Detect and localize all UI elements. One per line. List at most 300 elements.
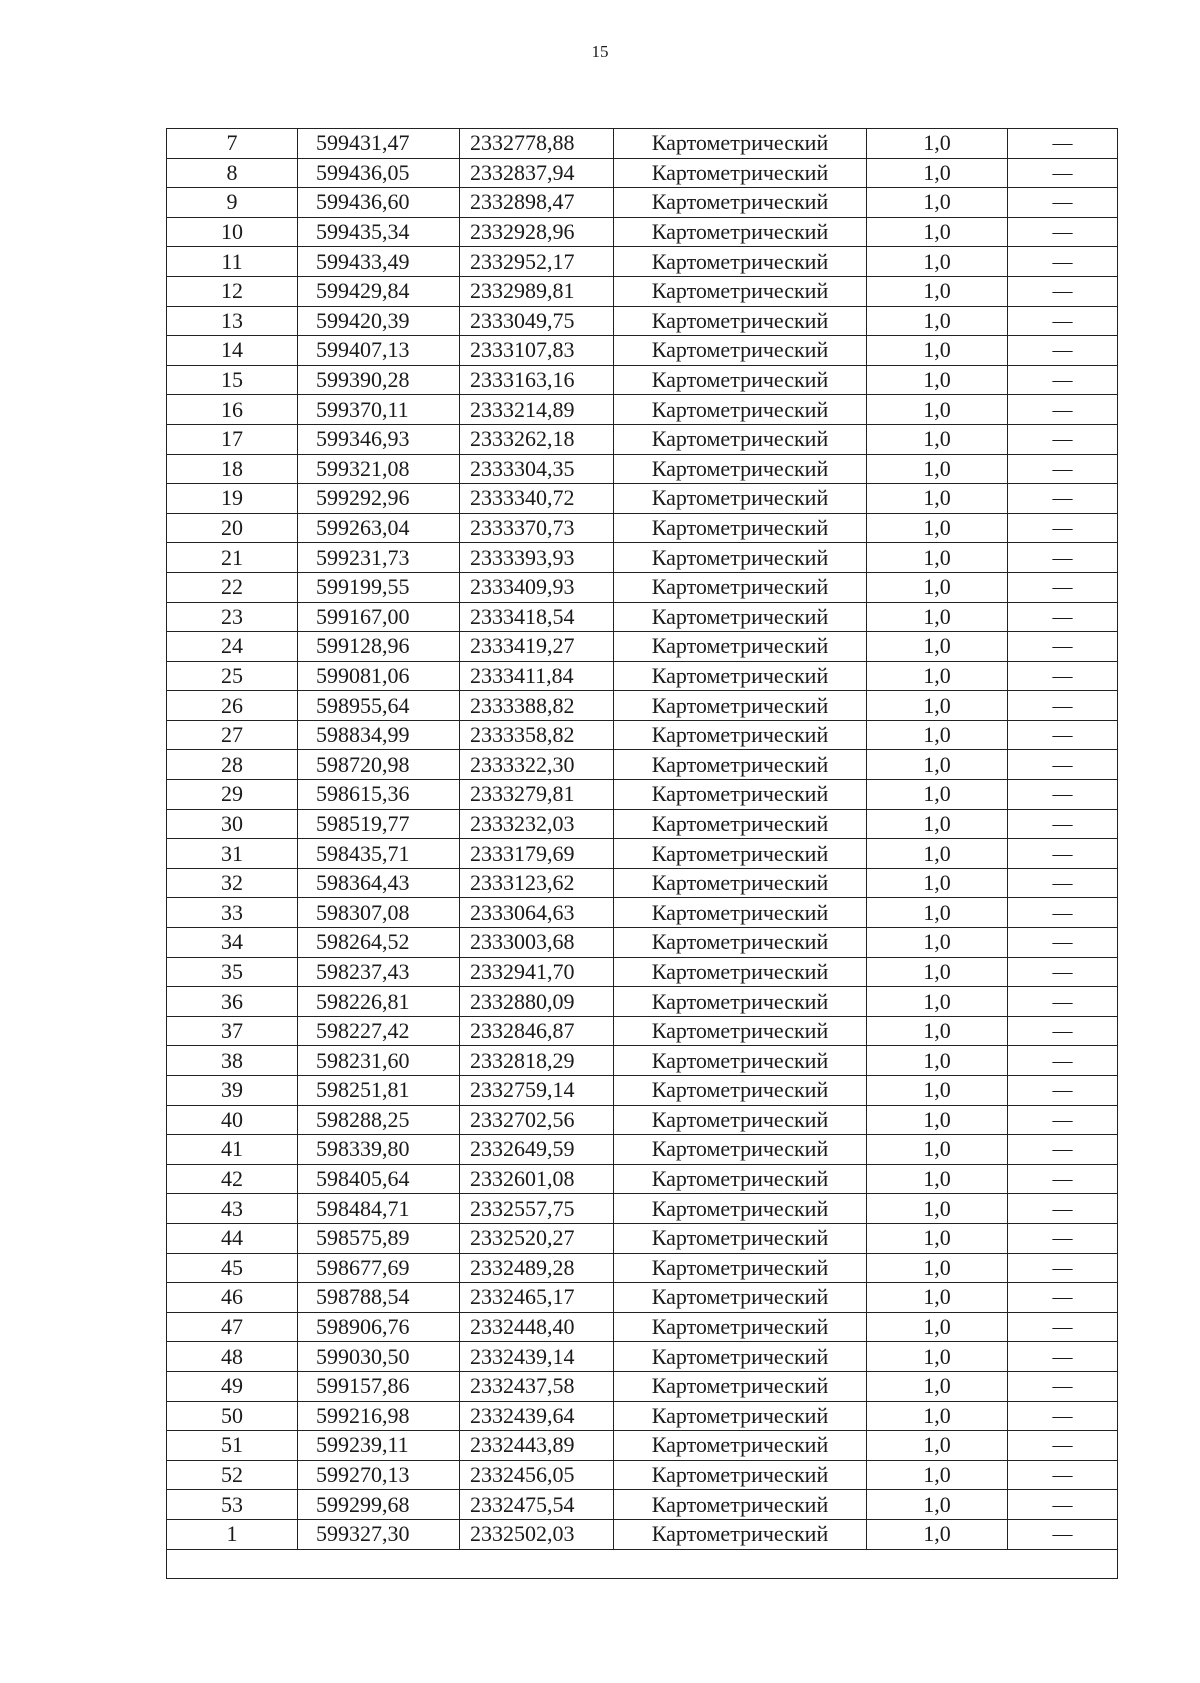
method-cell: Картометрический [614, 1371, 867, 1401]
y-coordinate-cell: 2333179,69 [460, 839, 614, 869]
page-number: 15 [591, 42, 609, 61]
y-coordinate-cell: 2333304,35 [460, 454, 614, 484]
point-number-cell: 19 [167, 484, 298, 514]
description-cell: — [1008, 1164, 1118, 1194]
accuracy-cell: 1,0 [867, 306, 1008, 336]
y-coordinate-cell: 2332952,17 [460, 247, 614, 277]
x-coordinate-cell: 599431,47 [298, 129, 460, 159]
y-coordinate-cell: 2332439,64 [460, 1401, 614, 1431]
method-cell: Картометрический [614, 1401, 867, 1431]
accuracy-cell: 1,0 [867, 1164, 1008, 1194]
description-cell: — [1008, 572, 1118, 602]
accuracy-cell: 1,0 [867, 987, 1008, 1017]
x-coordinate-cell: 599167,00 [298, 602, 460, 632]
table-row [167, 1016, 1118, 1046]
accuracy-cell: 1,0 [867, 572, 1008, 602]
y-coordinate-cell: 2332880,09 [460, 987, 614, 1017]
point-number-cell: 1 [167, 1519, 298, 1549]
empty-row [167, 1549, 1118, 1578]
method-cell: Картометрический [614, 1135, 867, 1165]
description-cell: — [1008, 1312, 1118, 1342]
accuracy-cell: 1,0 [867, 513, 1008, 543]
table-row [167, 395, 1118, 425]
accuracy-cell: 1,0 [867, 336, 1008, 366]
table-row [167, 987, 1118, 1017]
accuracy-cell: 1,0 [867, 1016, 1008, 1046]
point-number-cell: 35 [167, 957, 298, 987]
table-row [167, 158, 1118, 188]
method-cell: Картометрический [614, 306, 867, 336]
method-cell: Картометрический [614, 188, 867, 218]
point-number-cell: 7 [167, 129, 298, 159]
point-number-cell: 50 [167, 1401, 298, 1431]
y-coordinate-cell: 2332941,70 [460, 957, 614, 987]
table-row [167, 513, 1118, 543]
x-coordinate-cell: 599231,73 [298, 543, 460, 573]
table-row [167, 188, 1118, 218]
description-cell: — [1008, 809, 1118, 839]
accuracy-cell: 1,0 [867, 247, 1008, 277]
point-number-cell: 25 [167, 661, 298, 691]
table-row [167, 602, 1118, 632]
table-row [167, 661, 1118, 691]
accuracy-cell: 1,0 [867, 750, 1008, 780]
y-coordinate-cell: 2333370,73 [460, 513, 614, 543]
description-cell: — [1008, 1076, 1118, 1106]
accuracy-cell: 1,0 [867, 1135, 1008, 1165]
description-cell: — [1008, 1460, 1118, 1490]
x-coordinate-cell: 599429,84 [298, 276, 460, 306]
y-coordinate-cell: 2333388,82 [460, 691, 614, 721]
table-row [167, 543, 1118, 573]
y-coordinate-cell: 2332520,27 [460, 1223, 614, 1253]
table-row [167, 1194, 1118, 1224]
description-cell: — [1008, 484, 1118, 514]
y-coordinate-cell: 2332649,59 [460, 1135, 614, 1165]
y-coordinate-cell: 2333419,27 [460, 632, 614, 662]
method-cell: Картометрический [614, 928, 867, 958]
x-coordinate-cell: 598484,71 [298, 1194, 460, 1224]
method-cell: Картометрический [614, 365, 867, 395]
table-row [167, 306, 1118, 336]
point-number-cell: 27 [167, 720, 298, 750]
y-coordinate-cell: 2332502,03 [460, 1519, 614, 1549]
accuracy-cell: 1,0 [867, 395, 1008, 425]
x-coordinate-cell: 598519,77 [298, 809, 460, 839]
method-cell: Картометрический [614, 484, 867, 514]
y-coordinate-cell: 2332475,54 [460, 1490, 614, 1520]
point-number-cell: 32 [167, 868, 298, 898]
table-row [167, 839, 1118, 869]
table-row [167, 1519, 1118, 1549]
table-row [167, 247, 1118, 277]
x-coordinate-cell: 599263,04 [298, 513, 460, 543]
accuracy-cell: 1,0 [867, 424, 1008, 454]
x-coordinate-cell: 598231,60 [298, 1046, 460, 1076]
description-cell: — [1008, 1194, 1118, 1224]
accuracy-cell: 1,0 [867, 1223, 1008, 1253]
x-coordinate-cell: 599327,30 [298, 1519, 460, 1549]
y-coordinate-cell: 2332837,94 [460, 158, 614, 188]
x-coordinate-cell: 599407,13 [298, 336, 460, 366]
x-coordinate-cell: 598307,08 [298, 898, 460, 928]
description-cell: — [1008, 395, 1118, 425]
description-cell: — [1008, 868, 1118, 898]
table-row [167, 780, 1118, 810]
table-row [167, 957, 1118, 987]
table-row [167, 928, 1118, 958]
description-cell: — [1008, 691, 1118, 721]
accuracy-cell: 1,0 [867, 188, 1008, 218]
description-cell: — [1008, 513, 1118, 543]
description-cell: — [1008, 839, 1118, 869]
description-cell: — [1008, 898, 1118, 928]
accuracy-cell: 1,0 [867, 484, 1008, 514]
point-number-cell: 36 [167, 987, 298, 1017]
accuracy-cell: 1,0 [867, 1312, 1008, 1342]
accuracy-cell: 1,0 [867, 602, 1008, 632]
method-cell: Картометрический [614, 720, 867, 750]
point-number-cell: 26 [167, 691, 298, 721]
method-cell: Картометрический [614, 987, 867, 1017]
x-coordinate-cell: 599390,28 [298, 365, 460, 395]
table-row [167, 454, 1118, 484]
accuracy-cell: 1,0 [867, 1401, 1008, 1431]
x-coordinate-cell: 599370,11 [298, 395, 460, 425]
y-coordinate-cell: 2333214,89 [460, 395, 614, 425]
y-coordinate-cell: 2332759,14 [460, 1076, 614, 1106]
method-cell: Картометрический [614, 839, 867, 869]
method-cell: Картометрический [614, 454, 867, 484]
y-coordinate-cell: 2332456,05 [460, 1460, 614, 1490]
description-cell: — [1008, 1283, 1118, 1313]
x-coordinate-cell: 599128,96 [298, 632, 460, 662]
method-cell: Картометрический [614, 395, 867, 425]
accuracy-cell: 1,0 [867, 1342, 1008, 1372]
table-row [167, 1342, 1118, 1372]
accuracy-cell: 1,0 [867, 1519, 1008, 1549]
point-number-cell: 39 [167, 1076, 298, 1106]
point-number-cell: 40 [167, 1105, 298, 1135]
point-number-cell: 38 [167, 1046, 298, 1076]
method-cell: Картометрический [614, 1016, 867, 1046]
method-cell: Картометрический [614, 336, 867, 366]
description-cell: — [1008, 957, 1118, 987]
method-cell: Картометрический [614, 868, 867, 898]
point-number-cell: 24 [167, 632, 298, 662]
method-cell: Картометрический [614, 1519, 867, 1549]
point-number-cell: 52 [167, 1460, 298, 1490]
method-cell: Картометрический [614, 129, 867, 159]
accuracy-cell: 1,0 [867, 1105, 1008, 1135]
accuracy-cell: 1,0 [867, 1490, 1008, 1520]
method-cell: Картометрический [614, 1312, 867, 1342]
method-cell: Картометрический [614, 1076, 867, 1106]
method-cell: Картометрический [614, 602, 867, 632]
method-cell: Картометрический [614, 217, 867, 247]
point-number-cell: 33 [167, 898, 298, 928]
x-coordinate-cell: 598435,71 [298, 839, 460, 869]
method-cell: Картометрический [614, 1194, 867, 1224]
point-number-cell: 47 [167, 1312, 298, 1342]
point-number-cell: 45 [167, 1253, 298, 1283]
point-number-cell: 31 [167, 839, 298, 869]
x-coordinate-cell: 599081,06 [298, 661, 460, 691]
method-cell: Картометрический [614, 513, 867, 543]
point-number-cell: 16 [167, 395, 298, 425]
description-cell: — [1008, 1431, 1118, 1461]
table-row [167, 809, 1118, 839]
method-cell: Картометрический [614, 780, 867, 810]
x-coordinate-cell: 599435,34 [298, 217, 460, 247]
description-cell: — [1008, 336, 1118, 366]
description-cell: — [1008, 1016, 1118, 1046]
x-coordinate-cell: 599433,49 [298, 247, 460, 277]
description-cell: — [1008, 602, 1118, 632]
y-coordinate-cell: 2333279,81 [460, 780, 614, 810]
table-row [167, 572, 1118, 602]
point-number-cell: 48 [167, 1342, 298, 1372]
x-coordinate-cell: 598226,81 [298, 987, 460, 1017]
y-coordinate-cell: 2333262,18 [460, 424, 614, 454]
x-coordinate-cell: 598788,54 [298, 1283, 460, 1313]
y-coordinate-cell: 2332818,29 [460, 1046, 614, 1076]
description-cell: — [1008, 1223, 1118, 1253]
table-row [167, 365, 1118, 395]
method-cell: Картометрический [614, 158, 867, 188]
y-coordinate-cell: 2332443,89 [460, 1431, 614, 1461]
method-cell: Картометрический [614, 898, 867, 928]
table-row [167, 632, 1118, 662]
method-cell: Картометрический [614, 1105, 867, 1135]
accuracy-cell: 1,0 [867, 1076, 1008, 1106]
x-coordinate-cell: 599346,93 [298, 424, 460, 454]
accuracy-cell: 1,0 [867, 1371, 1008, 1401]
table-row [167, 1371, 1118, 1401]
point-number-cell: 21 [167, 543, 298, 573]
y-coordinate-cell: 2333107,83 [460, 336, 614, 366]
y-coordinate-cell: 2333232,03 [460, 809, 614, 839]
table-row [167, 691, 1118, 721]
accuracy-cell: 1,0 [867, 158, 1008, 188]
y-coordinate-cell: 2333064,63 [460, 898, 614, 928]
description-cell: — [1008, 661, 1118, 691]
table-row [167, 1431, 1118, 1461]
description-cell: — [1008, 188, 1118, 218]
y-coordinate-cell: 2333418,54 [460, 602, 614, 632]
y-coordinate-cell: 2333411,84 [460, 661, 614, 691]
coordinates-table [166, 128, 1118, 1579]
accuracy-cell: 1,0 [867, 632, 1008, 662]
accuracy-cell: 1,0 [867, 720, 1008, 750]
description-cell: — [1008, 247, 1118, 277]
y-coordinate-cell: 2333003,68 [460, 928, 614, 958]
table-row [167, 750, 1118, 780]
x-coordinate-cell: 599270,13 [298, 1460, 460, 1490]
method-cell: Картометрический [614, 1342, 867, 1372]
method-cell: Картометрический [614, 1223, 867, 1253]
point-number-cell: 34 [167, 928, 298, 958]
description-cell: — [1008, 158, 1118, 188]
method-cell: Картометрический [614, 1164, 867, 1194]
description-cell: — [1008, 632, 1118, 662]
y-coordinate-cell: 2333123,62 [460, 868, 614, 898]
point-number-cell: 15 [167, 365, 298, 395]
accuracy-cell: 1,0 [867, 691, 1008, 721]
description-cell: — [1008, 543, 1118, 573]
table-row [167, 1135, 1118, 1165]
x-coordinate-cell: 598720,98 [298, 750, 460, 780]
table-row [167, 1046, 1118, 1076]
description-cell: — [1008, 1046, 1118, 1076]
accuracy-cell: 1,0 [867, 454, 1008, 484]
table-row [167, 1253, 1118, 1283]
description-cell: — [1008, 1135, 1118, 1165]
table-row [167, 1283, 1118, 1313]
y-coordinate-cell: 2333409,93 [460, 572, 614, 602]
method-cell: Картометрический [614, 1046, 867, 1076]
point-number-cell: 53 [167, 1490, 298, 1520]
table-row [167, 720, 1118, 750]
point-number-cell: 30 [167, 809, 298, 839]
accuracy-cell: 1,0 [867, 1283, 1008, 1313]
table-row [167, 868, 1118, 898]
method-cell: Картометрический [614, 276, 867, 306]
y-coordinate-cell: 2333049,75 [460, 306, 614, 336]
x-coordinate-cell: 598237,43 [298, 957, 460, 987]
method-cell: Картометрический [614, 1283, 867, 1313]
y-coordinate-cell: 2332439,14 [460, 1342, 614, 1372]
accuracy-cell: 1,0 [867, 365, 1008, 395]
description-cell: — [1008, 928, 1118, 958]
point-number-cell: 14 [167, 336, 298, 366]
x-coordinate-cell: 598251,81 [298, 1076, 460, 1106]
x-coordinate-cell: 599321,08 [298, 454, 460, 484]
description-cell: — [1008, 987, 1118, 1017]
accuracy-cell: 1,0 [867, 898, 1008, 928]
method-cell: Картометрический [614, 1490, 867, 1520]
point-number-cell: 9 [167, 188, 298, 218]
y-coordinate-cell: 2332557,75 [460, 1194, 614, 1224]
y-coordinate-cell: 2332702,56 [460, 1105, 614, 1135]
method-cell: Картометрический [614, 1253, 867, 1283]
y-coordinate-cell: 2333393,93 [460, 543, 614, 573]
point-number-cell: 49 [167, 1371, 298, 1401]
x-coordinate-cell: 598906,76 [298, 1312, 460, 1342]
point-number-cell: 46 [167, 1283, 298, 1313]
method-cell: Картометрический [614, 661, 867, 691]
table-row [167, 1460, 1118, 1490]
x-coordinate-cell: 599420,39 [298, 306, 460, 336]
y-coordinate-cell: 2333163,16 [460, 365, 614, 395]
method-cell: Картометрический [614, 1460, 867, 1490]
x-coordinate-cell: 599216,98 [298, 1401, 460, 1431]
y-coordinate-cell: 2332448,40 [460, 1312, 614, 1342]
accuracy-cell: 1,0 [867, 809, 1008, 839]
description-cell: — [1008, 1490, 1118, 1520]
y-coordinate-cell: 2332465,17 [460, 1283, 614, 1313]
description-cell: — [1008, 1105, 1118, 1135]
table-row [167, 1401, 1118, 1431]
description-cell: — [1008, 750, 1118, 780]
accuracy-cell: 1,0 [867, 276, 1008, 306]
description-cell: — [1008, 424, 1118, 454]
table-row [167, 276, 1118, 306]
x-coordinate-cell: 599436,05 [298, 158, 460, 188]
method-cell: Картометрический [614, 632, 867, 662]
table-row [167, 1164, 1118, 1194]
table-row [167, 129, 1118, 159]
y-coordinate-cell: 2333322,30 [460, 750, 614, 780]
coordinates-table-body [167, 129, 1118, 1579]
point-number-cell: 37 [167, 1016, 298, 1046]
point-number-cell: 17 [167, 424, 298, 454]
method-cell: Картометрический [614, 691, 867, 721]
point-number-cell: 44 [167, 1223, 298, 1253]
table-row [167, 1490, 1118, 1520]
x-coordinate-cell: 598615,36 [298, 780, 460, 810]
y-coordinate-cell: 2332601,08 [460, 1164, 614, 1194]
description-cell: — [1008, 780, 1118, 810]
y-coordinate-cell: 2332846,87 [460, 1016, 614, 1046]
accuracy-cell: 1,0 [867, 839, 1008, 869]
description-cell: — [1008, 720, 1118, 750]
point-number-cell: 18 [167, 454, 298, 484]
accuracy-cell: 1,0 [867, 928, 1008, 958]
x-coordinate-cell: 598955,64 [298, 691, 460, 721]
accuracy-cell: 1,0 [867, 1460, 1008, 1490]
description-cell: — [1008, 1519, 1118, 1549]
table-row [167, 1076, 1118, 1106]
y-coordinate-cell: 2332928,96 [460, 217, 614, 247]
point-number-cell: 8 [167, 158, 298, 188]
method-cell: Картометрический [614, 809, 867, 839]
method-cell: Картометрический [614, 424, 867, 454]
accuracy-cell: 1,0 [867, 780, 1008, 810]
accuracy-cell: 1,0 [867, 543, 1008, 573]
method-cell: Картометрический [614, 1431, 867, 1461]
description-cell: — [1008, 129, 1118, 159]
point-number-cell: 11 [167, 247, 298, 277]
x-coordinate-cell: 599239,11 [298, 1431, 460, 1461]
y-coordinate-cell: 2332778,88 [460, 129, 614, 159]
y-coordinate-cell: 2332898,47 [460, 188, 614, 218]
accuracy-cell: 1,0 [867, 217, 1008, 247]
method-cell: Картометрический [614, 247, 867, 277]
x-coordinate-cell: 598405,64 [298, 1164, 460, 1194]
accuracy-cell: 1,0 [867, 1431, 1008, 1461]
description-cell: — [1008, 454, 1118, 484]
accuracy-cell: 1,0 [867, 1194, 1008, 1224]
point-number-cell: 13 [167, 306, 298, 336]
y-coordinate-cell: 2332489,28 [460, 1253, 614, 1283]
x-coordinate-cell: 598264,52 [298, 928, 460, 958]
x-coordinate-cell: 598677,69 [298, 1253, 460, 1283]
x-coordinate-cell: 598288,25 [298, 1105, 460, 1135]
table-row [167, 217, 1118, 247]
point-number-cell: 51 [167, 1431, 298, 1461]
point-number-cell: 42 [167, 1164, 298, 1194]
y-coordinate-cell: 2332437,58 [460, 1371, 614, 1401]
point-number-cell: 43 [167, 1194, 298, 1224]
x-coordinate-cell: 598834,99 [298, 720, 460, 750]
y-coordinate-cell: 2332989,81 [460, 276, 614, 306]
description-cell: — [1008, 306, 1118, 336]
method-cell: Картометрический [614, 957, 867, 987]
table-row [167, 1223, 1118, 1253]
y-coordinate-cell: 2333340,72 [460, 484, 614, 514]
point-number-cell: 23 [167, 602, 298, 632]
